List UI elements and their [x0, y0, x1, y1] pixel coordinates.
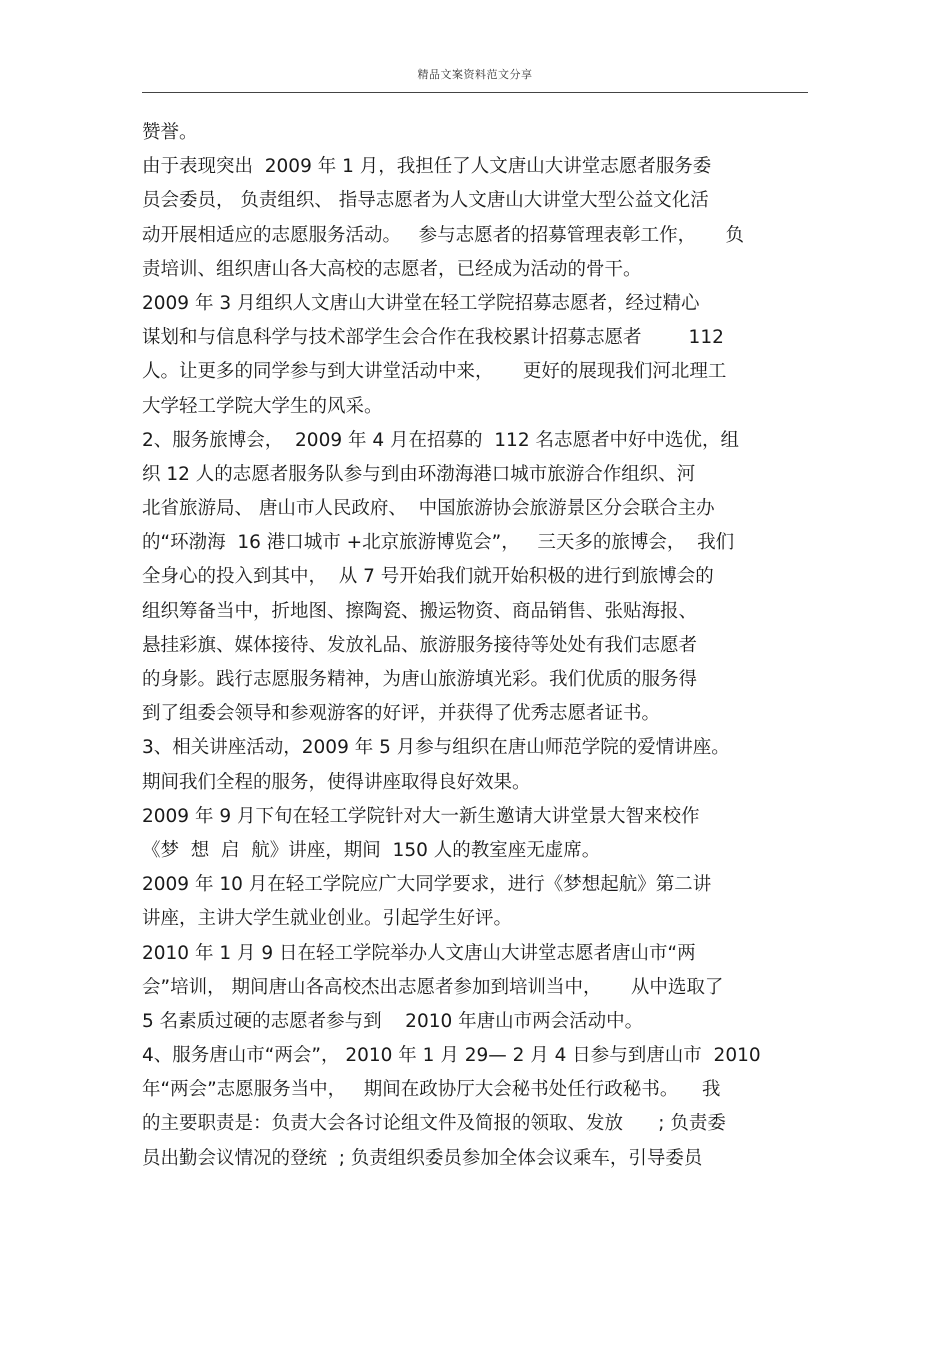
text-line: 年“两会”志愿服务当中， 期间在政协厅大会秘书处任行政秘书。 我: [142, 1079, 721, 1101]
text-line: 讲座，主讲大学生就业创业。引起学生好评。: [142, 908, 513, 930]
page-header: [142, 62, 808, 93]
text-line: 《梦 想 启 航》讲座，期间 150 人的教室座无虚席。: [142, 839, 601, 861]
text-line: 的身影。践行志愿服务精神，为唐山旅游填光彩。我们优质的服务得: [142, 669, 698, 690]
text-line: 全身心的投入到其中， 从 7 号开始我们就开始积极的进行到旅博会的: [142, 566, 714, 588]
text-line: 4、服务唐山市“两会”， 2010 年 1 月 29— 2 月 4 日参与到唐山市 2010: [142, 1045, 761, 1067]
text-line: 赞誉。: [142, 122, 198, 143]
text-line: 员会委员， 负责组织、 指导志愿者为人文唐山大讲堂大型公益文化活: [142, 190, 709, 212]
text-line: 员出勤会议情况的登统 ; 负责组织委员参加全体会议乘车，引导委员: [142, 1147, 703, 1169]
text-line: 的“环渤海 16 港口城市 +北京旅游博览会”， 三天多的旅博会， 我们: [142, 532, 735, 554]
text-line: 2009 年 10 月在轻工学院应广大同学要求，进行《梦想起航》第二讲: [142, 874, 712, 896]
text-line: 谋划和与信息科学与技术部学生会合作在我校累计招募志愿者 112: [142, 327, 724, 349]
text-line: 2010 年 1 月 9 日在轻工学院举办人文唐山大讲堂志愿者唐山市“两: [142, 942, 696, 964]
text-line: 组织筹备当中，折地图、擦陶瓷、搬运物资、商品销售、张贴海报、: [142, 600, 698, 622]
text-line: 织 12 人的志愿者服务队参与到由环渤海港口城市旅游合作组织、河: [142, 463, 696, 485]
text-line: 责培训、组织唐山各大高校的志愿者，已经成为活动的骨干。: [142, 258, 642, 280]
text-line: 2009 年 3 月组织人文唐山大讲堂在轻工学院招募志愿者，经过精心: [142, 292, 700, 314]
text-line: 3、相关讲座活动，2009 年 5 月参与组织在唐山师范学院的爱情讲座。: [142, 737, 730, 759]
text-line: 大学轻工学院大学生的风采。: [142, 395, 383, 417]
text-line: 的主要职责是：负责大会各讨论组文件及简报的领取、发放 ; 负责委: [142, 1113, 726, 1135]
header-title: 精品文案资料范文分享: [417, 68, 533, 81]
text-line: 悬挂彩旗、媒体接待、发放礼品、旅游服务接待等处处有我们志愿者: [142, 634, 698, 656]
text-line: 2、服务旅博会， 2009 年 4 月在招募的 112 名志愿者中好中选优，组: [142, 429, 739, 451]
text-line: 北省旅游局、 唐山市人民政府、 中国旅游协会旅游景区分会联合主办: [142, 498, 715, 520]
text-line: 到了组委会领导和参观游客的好评，并获得了优秀志愿者证书。: [142, 703, 661, 725]
document-body: [142, 116, 822, 1176]
text-line: 2009 年 9 月下旬在轻工学院针对大一新生邀请大讲堂景大智来校作: [142, 805, 700, 827]
text-line: 期间我们全程的服务，使得讲座取得良好效果。: [142, 771, 531, 793]
text-line: 人。让更多的同学参与到大讲堂活动中来， 更好的展现我们河北理工: [142, 361, 727, 383]
text-line: 由于表现突出 2009 年 1 月，我担任了人文唐山大讲堂志愿者服务委: [142, 156, 712, 178]
text-line: 动开展相适应的志愿服务活动。 参与志愿者的招募管理表彰工作， 负: [142, 224, 745, 246]
text-line: 会”培训， 期间唐山各高校杰出志愿者参加到培训当中， 从中选取了: [142, 976, 724, 998]
text-line: 5 名素质过硬的志愿者参与到 2010 年唐山市两会活动中。: [142, 1010, 644, 1032]
